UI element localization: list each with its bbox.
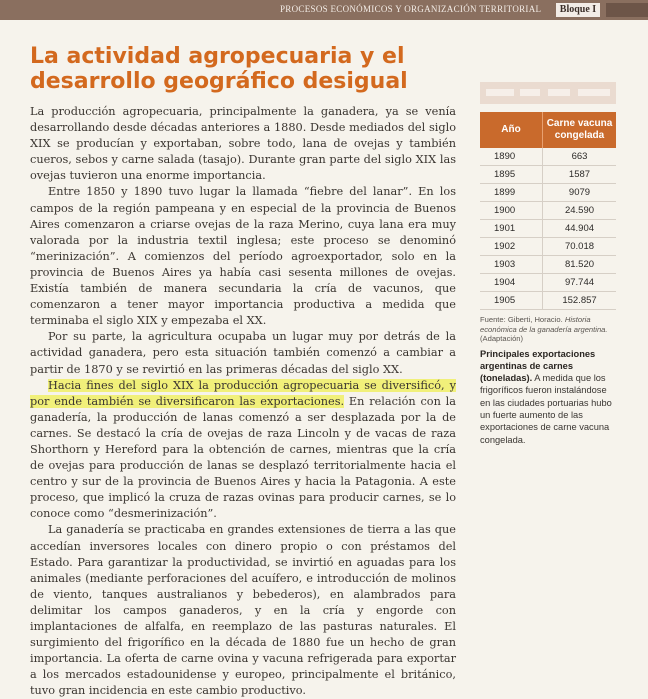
table-caption: [480, 348, 616, 446]
table-source: [480, 315, 616, 344]
table-row: [480, 202, 616, 220]
table-row: [480, 166, 616, 184]
table-row: [480, 148, 616, 166]
section-title: PROCESOS ECONÓMICOS Y ORGANIZACIÓN TERRITORIAL: [280, 4, 542, 14]
paragraph-2: Entre 1850 y 1890 tuvo lugar la llamada “fiebre del lanar”. En los campos de la región pampeana y en especial de la provincia de Buenos Aires comenzaron a criarse ovejas de la raza Merino, cuya lana era muy valorada por la industria textil inglesa; este proceso se denominó “merinización”. A comienzos del período agroexportador, solo en la provincia de Buenos Aires ya había casi sesenta millones de ovejas. Existía también de manera secundaria la cría de vacunos, que comenzaron a tener mayor importancia productiva a medida que terminaba el siglo XIX y empezaba el XX.: [30, 185, 456, 328]
exports-table: [480, 112, 616, 310]
value-cell: 81.520: [543, 256, 617, 274]
table-row: [480, 238, 616, 256]
value-cell: 663: [543, 148, 617, 166]
value-cell: 70.018: [543, 238, 617, 256]
paragraph-4-rest: En relación con la ganadería, la producción de lanas comenzó a ser desplazada por la de carnes. Se destacó la cría de ovejas de raza Lincoln y de vacas de raza Shorthorn y Hereford para la obtención de carnes, mientras que la cría de ovejas para producción de lanas se desplazó territorialmente hacia el centro y sur de la provincia de Buenos Aires y hacia la Patagonia. A este proceso, que implicó la cruza de razas ovinas para producir carnes, se lo conoce como “desmerinización”.: [30, 394, 457, 521]
year-cell: 1905: [480, 292, 543, 310]
value-cell: 1587: [543, 166, 617, 184]
page-number-tab: [606, 3, 648, 17]
caption-title: Principales exportaciones argentinas de carnes (toneladas).: [480, 348, 596, 384]
block-label: Bloque I: [556, 3, 600, 17]
year-cell: 1901: [480, 220, 543, 238]
table-row: [480, 220, 616, 238]
paragraph-1: La producción agropecuaria, principalmente la ganadera, ya se venía desarrollando desde décadas anteriores a 1880. Desde mediados del siglo XIX se producían y exportaban, sobre todo, lana de ovejas y también cueros, sebos y carne salada (tasajo). Durante gran parte del siglo XIX las ovejas tuvieron una enorme importancia.: [30, 105, 456, 183]
caption-text: A medida que los frigoríficos fueron instalándose en las ciudades portuarias hubo un fuerte aumento de las exportaciones de carne vacuna congelada.: [480, 373, 612, 445]
year-cell: 1900: [480, 202, 543, 220]
sidebar: [480, 82, 616, 446]
year-cell: 1902: [480, 238, 543, 256]
value-cell: 9079: [543, 184, 617, 202]
year-cell: 1904: [480, 274, 543, 292]
year-cell: 1899: [480, 184, 543, 202]
table-row: [480, 184, 616, 202]
value-cell: 44.904: [543, 220, 617, 238]
value-cell: 152.857: [543, 292, 617, 310]
paragraph-3: Por su parte, la agricultura ocupaba un lugar muy por detrás de la actividad ganadera, pero esta situación también comenzó a cambiar a partir de 1870 y se revirtió en las primeras décadas del siglo XX.: [30, 330, 456, 376]
column-header-value: Carne vacuna congelada: [543, 112, 617, 148]
paragraph-5: La ganadería se practicaba en grandes extensiones de tierra a las que accedían inversores locales con dinero propio o con préstamos del Estado. Para garantizar la productividad, se invirtió en aguadas para los animales (mediante perforaciones del acuífero, e introducción de molinos de viento, tanques australianos y bebederos), en alambrados para delimitar los campos ganaderos, y en la cría y engorde con implantaciones de alfalfa, en reemplazo de las pasturas naturales. El surgimiento del frigorífico en la década de 1880 fue un hecho de gran importancia. La oferta de carne ovina y vacuna refrigerada para exportar a los mercados estadounidense y europeo, principalmente el británico, tuvo gran incidencia en este cambio productivo.: [30, 523, 456, 698]
decorative-banner: [480, 82, 616, 104]
page-title: La actividad agropecuaria y el desarrollo geográfico desigual: [30, 44, 408, 94]
value-cell: 24.590: [543, 202, 617, 220]
table-row: [480, 274, 616, 292]
running-header-bar: [0, 0, 648, 20]
year-cell: 1903: [480, 256, 543, 274]
paragraph-4: [30, 378, 456, 523]
highlighted-sentence: Hacia fines del siglo XIX la producción agropecuaria se diversificó, y por ende también se diversificaron las exportaciones.: [30, 378, 456, 408]
table-row: [480, 292, 616, 310]
value-cell: 97.744: [543, 274, 617, 292]
table-row: [480, 256, 616, 274]
year-cell: 1895: [480, 166, 543, 184]
main-text: [30, 104, 456, 699]
source-prefix: Fuente: Giberti, Horacio.: [480, 315, 565, 324]
source-suffix: (Adaptación): [480, 334, 524, 343]
year-cell: 1890: [480, 148, 543, 166]
column-header-year: Año: [480, 112, 543, 148]
source-book: Historia económica de la ganadería argentina.: [480, 315, 608, 334]
